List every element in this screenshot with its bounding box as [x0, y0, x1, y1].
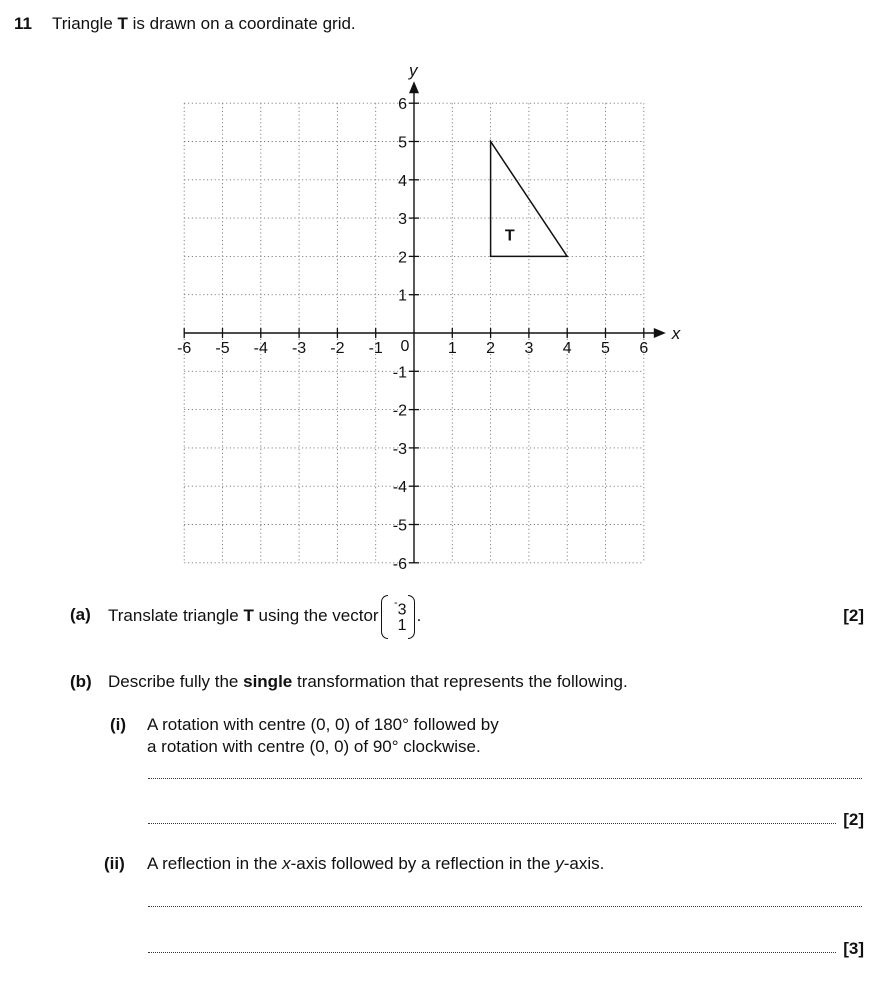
y-tick-label: -5: [392, 517, 407, 535]
x-tick-label: -1: [368, 340, 383, 357]
x-tick-label: -4: [253, 340, 268, 357]
part-b-text-post: transformation that represents the following.: [292, 672, 628, 691]
x-axis-arrow-icon: [654, 328, 666, 338]
vector-top-sign: -: [394, 596, 398, 609]
x-tick-label: -5: [215, 340, 230, 357]
y-axis-label: y: [409, 61, 418, 81]
part-b-ii-y: y: [555, 854, 564, 873]
x-tick-label: -2: [330, 340, 345, 357]
part-a-marks: [2]: [843, 606, 864, 625]
x-tick-label: 3: [524, 340, 534, 357]
x-tick-label: 6: [639, 340, 649, 357]
part-a-label: (a): [70, 605, 91, 624]
y-tick-label: 1: [398, 287, 407, 305]
x-axis-label: x: [671, 324, 681, 343]
part-b-i-line2: a rotation with centre (0, 0) of 90° clockwise.: [147, 737, 481, 756]
part-a-text: [108, 594, 421, 638]
y-tick-label: -1: [392, 364, 407, 382]
part-b-i-marks: [2]: [843, 810, 864, 829]
y-tick-label: 4: [398, 172, 407, 190]
axes: [184, 81, 666, 563]
part-b-i-line1: A rotation with centre (0, 0) of 180° followed by: [147, 715, 499, 734]
part-b-ii-text-2: -axis followed by a reflection in the: [290, 854, 556, 873]
part-b-ii-text: [147, 854, 604, 874]
question-text-pre: Triangle: [52, 14, 118, 33]
part-b-ii-marks: [3]: [843, 939, 864, 958]
part-a-text-pre: Translate triangle: [108, 606, 244, 625]
part-b-ii-label: (ii): [104, 854, 125, 873]
y-tick-label: 2: [398, 249, 407, 267]
part-b-text: [108, 672, 628, 692]
x-tick-label: 5: [601, 340, 610, 357]
part-a-trailing: .: [416, 606, 422, 625]
question-text-post: is drawn on a coordinate grid.: [127, 14, 356, 33]
y-tick-label: -2: [392, 402, 407, 420]
x-tick-label: 4: [562, 340, 572, 357]
part-b-ii-text-1: A reflection in the: [147, 854, 283, 873]
x-tick-label: -3: [291, 340, 307, 357]
vector-bottom: 1: [397, 616, 407, 634]
translation-vector: [381, 595, 415, 639]
question-number: 11: [14, 14, 32, 33]
vector-top-value: 3: [397, 600, 407, 618]
part-b-text-pre: Describe fully the: [108, 672, 244, 691]
y-tick-label: -3: [392, 440, 407, 458]
shapes: [491, 142, 568, 257]
answer-line-b-i-2[interactable]: [148, 823, 836, 824]
y-tick-label: 3: [398, 211, 407, 229]
y-tick-label: -4: [392, 479, 407, 497]
part-b-ii-text-3: -axis.: [563, 854, 605, 873]
y-tick-label: 6: [398, 96, 407, 114]
question-text-bold: T: [117, 14, 128, 33]
part-a-text-bold: T: [243, 606, 254, 625]
x-tick-label: 1: [447, 340, 457, 357]
part-b-label: (b): [70, 672, 92, 691]
y-axis-arrow-icon: [409, 81, 419, 93]
origin-label: 0: [400, 338, 410, 355]
answer-line-b-ii-2[interactable]: [148, 952, 836, 953]
triangle-T: [491, 142, 568, 257]
x-tick-label: -6: [177, 340, 192, 357]
x-tick-label: 2: [486, 340, 496, 357]
y-tick-label: -6: [392, 555, 407, 573]
part-b-text-bold: single: [243, 672, 293, 691]
answer-line-b-ii-1[interactable]: [148, 906, 862, 907]
answer-line-b-i-1[interactable]: [148, 778, 862, 779]
part-b-i-label: (i): [110, 715, 127, 734]
part-a-text-post: using the vector: [253, 606, 379, 625]
y-tick-label: 5: [398, 134, 407, 152]
triangle-label: T: [504, 227, 515, 245]
part-b-ii-x: x: [282, 854, 291, 873]
